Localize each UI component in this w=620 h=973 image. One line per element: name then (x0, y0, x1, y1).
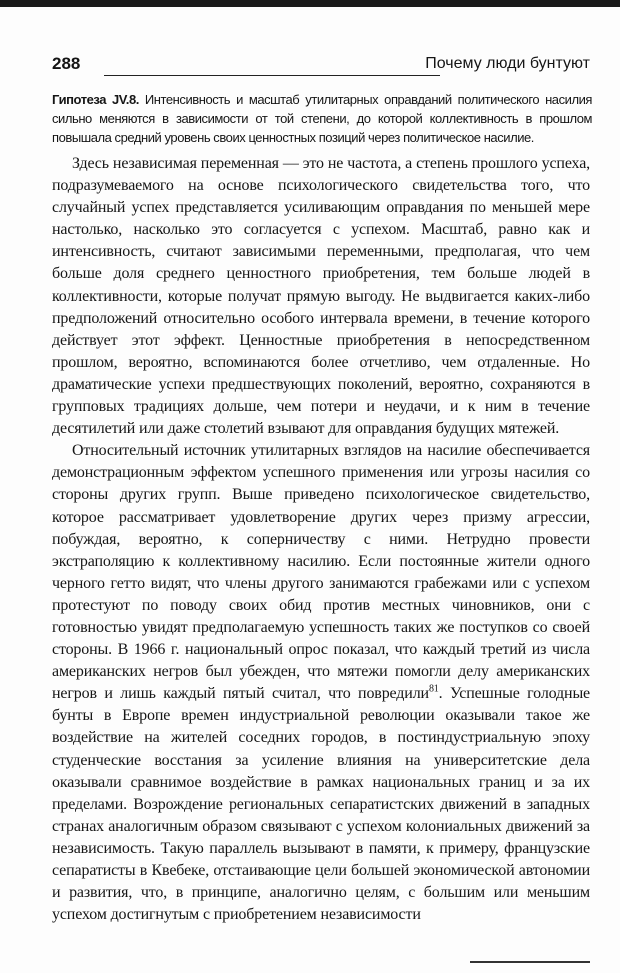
paragraph-2-text: Относительный источник утилитарных взглядов на насилие обеспечивается демонстрационным эффектом успешного применения или угрозы насилия со стороны других групп. Выше приведено психологическое свидетельство, которое рассматривает удовлетворение других через призму агрессии, побуждая, вероятно, к соперничеству с ними. Нетрудно провести экстраполяцию к коллективному насилию. Если постоянные жители одного черного гетто видят, что члены другого занимаются грабежами или с успехом протестуют по поводу своих обид против местных чиновников, они с готовностью увидят предполагаемую успешность таких же поступков со своей стороны. В 1966 г. национальный опрос показал, что каждый третий из числа американских негров был убежден, что мятежи помогли делу американских негров и лишь каждый пятый считал, что повредили (52, 442, 590, 703)
paragraph-2 (52, 440, 590, 926)
footnote-ref-81: 81 (428, 683, 439, 695)
page-top-edge (0, 0, 620, 7)
body-text (52, 153, 590, 926)
paragraph-1-text: Здесь независимая переменная — это не частота, а степень прошлого успеха, подразумеваемого на основе психологического свидетельства того, что случайный успех представляется усиливающим оправдания по меньшей мере настолько, насколько это согласуется с успехом. Масштаб, равно как и интенсивность, считают зависимыми переменными, предполагая, что чем больше доля среднего ценностного приобретения, тем больше людей в коллективности, которые получат прямую выгоду. Не выдвигается каких-либо предположений относительно особого интервала времени, в течение которого действует этот эффект. Ценностные приобретения в непосредственном прошлом, вероятно, вспоминаются более отчетливо, чем отдаленные. Но драматические успехи предшествующих поколений, вероятно, сохраняются в групповых традициях дольше, чем потери и неудачи, и к ним в течение десятилетий или даже столетий взывают для оправдания будущих мятежей. (52, 155, 590, 438)
hypothesis-text: Интенсивность и масштаб утилитарных оправданий политического насилия сильно меняются в зависимости от той степени, до которой коллективность в прошлом повышала средний уровень своих ценностных позиций через политическое насилие. (52, 92, 592, 145)
bottom-edge-mark (470, 961, 590, 963)
page-number: 288 (52, 54, 81, 73)
paragraph-2-text-continued: . Успешные голодные бунты в Европе времен индустриальной революции оказывали такое же воздействие на жителей соседних городов, в постиндустриальную эпоху студенческие восстания за усиление влияния на университетские дела оказывали сравнимое воздействие в рамках национальных границ и за их пределами. Возрождение региональных сепаратистских движений в западных странах аналогичным образом связывают с успехом колониальных движений за независимость. Такую параллель вызывают в памяти, к примеру, французские сепаратисты в Квебеке, отстаивающие цели большей экономической автономии и развития, что, в принципе, аналогично целям, с большим или меньшим успехом достигнутым с приобретением независимости (52, 685, 590, 924)
hypothesis-label: Гипотеза JV.8. (52, 92, 139, 107)
running-header (52, 54, 590, 80)
running-title: Почему люди бунтуют (425, 55, 590, 72)
header-rule (104, 75, 440, 76)
hypothesis-block (52, 90, 592, 147)
paragraph-1 (52, 153, 590, 440)
